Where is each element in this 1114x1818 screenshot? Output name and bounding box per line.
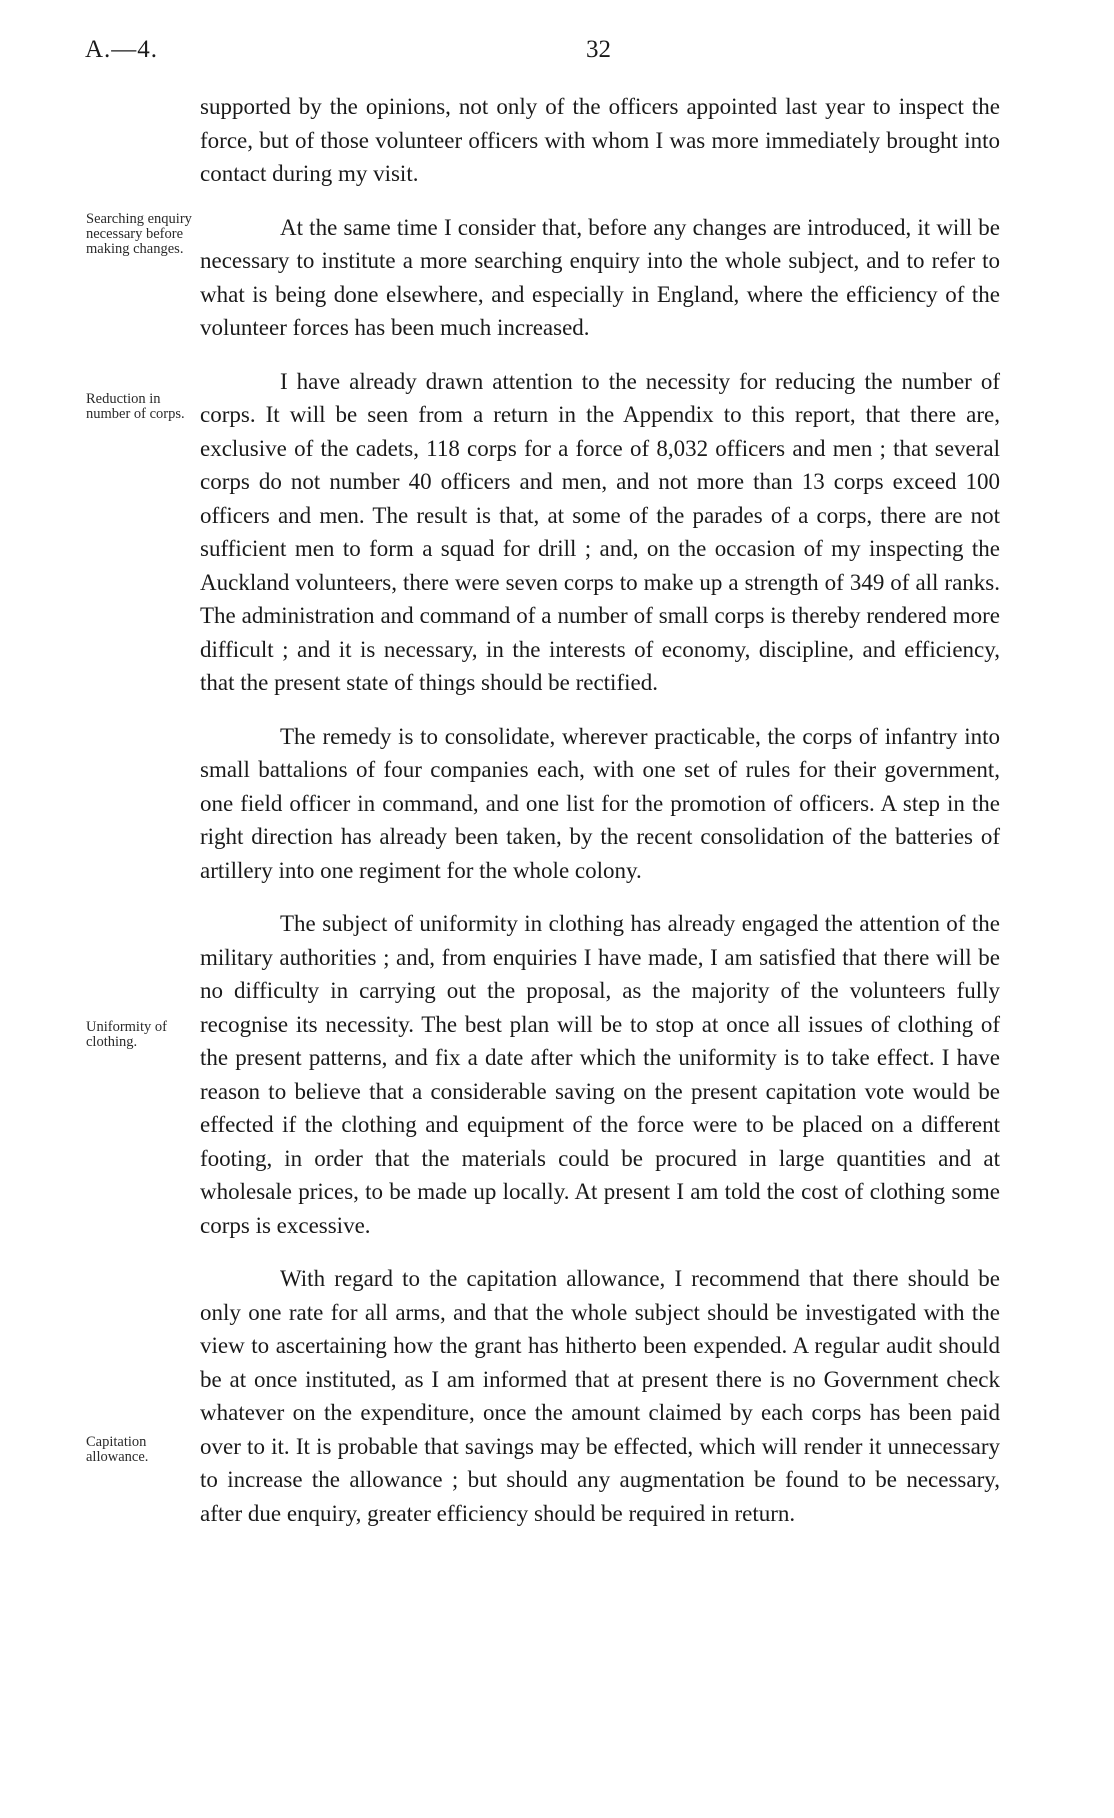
paragraph-continued: supported by the opinions, not only of the officers appointed last year to inspect the force, but of those volunteer officers with whom I was more immediately brought into contact during my visit. — [200, 94, 1000, 186]
margin-note-reduction: Reduction in number of corps. — [86, 391, 185, 422]
page-number: 32 — [586, 36, 611, 63]
paragraph-uniformity-clothing: The subject of uniformity in clothing has already engaged the attention of the military authorities ; and, from enquiries I have made, I am satisfied that there will be no difficulty in carrying out the proposal, as the majority of the volunteers fully recognise its necessity. The best plan will be to stop at once all issues of clothing of the present patterns, and fix a date after which the uniformity is to take effect. I have reason to believe that a considerable saving on the present capitation vote would be effected if the clothing and equipment of the force were to be placed on a different footing, in order that the materials could be procured in large quantities and at wholesale prices, to be made up locally. At present I am told the cost of clothing some corps is excessive. — [200, 911, 1000, 1238]
paragraph-capitation-allowance: With regard to the capitation allowance, I recommend that there should be only one rate for all arms, and that the whole subject should be investigated with the view to ascertaining how the grant has hitherto been expended. A regular audit should be at once instituted, as I am informed that at present there is no Government check whatever on the expenditure, once the amount claimed by each corps has been paid over to it. It is probable that savings may be effected, which will render it unnecessary to increase the allowance ; but should any augmentation be found to be necessary, after due enquiry, greater efficiency should be required in return. — [200, 1266, 1000, 1526]
paragraph-consolidation-remedy: The remedy is to consolidate, wherever practicable, the corps of infantry into small battalions of four companies each, with one set of rules for their government, one field officer in command, and one list for the promotion of officers. A step in the right direction has already been taken, by the recent consolidation of the batteries of artillery into one regiment for the whole colony. — [200, 723, 1000, 883]
page-header — [0, 36, 1114, 72]
body-text — [200, 90, 1000, 1550]
margin-note-capitation: Capitation allowance. — [86, 1434, 149, 1465]
margin-note-searching: Searching enquiry necessary before making changes. — [86, 211, 192, 257]
margin-note-uniformity: Uniformity of clothing. — [86, 1019, 167, 1050]
paragraph-reduction-of-corps: I have already drawn attention to the necessity for reducing the number of corps. It will be seen from a return in the Appendix to this report, that there are, exclusive of the cadets, 118 corps for a force of 8,032 officers and men ; that several corps do not number 40 officers and men, and not more than 13 corps exceed 100 officers and men. The result is that, at some of the parades of a corps, there are not sufficient men to form a squad for drill ; and, on the occasion of my inspecting the Auckland volunteers, there were seven corps to make up a strength of 349 of all ranks. The administration and command of a number of small corps is thereby rendered more difficult ; and it is necessary, in the interests of economy, discipline, and efficiency, that the present state of things should be rectified. — [200, 368, 1000, 695]
document-reference: A.—4. — [85, 36, 159, 63]
paragraph-searching-enquiry: At the same time I consider that, before any changes are introduced, it will be necessary to institute a more searching enquiry into the whole subject, and to refer to what is being done elsewhere, and especially in England, where the efficiency of the volunteer forces has been much increased. — [200, 214, 1000, 340]
